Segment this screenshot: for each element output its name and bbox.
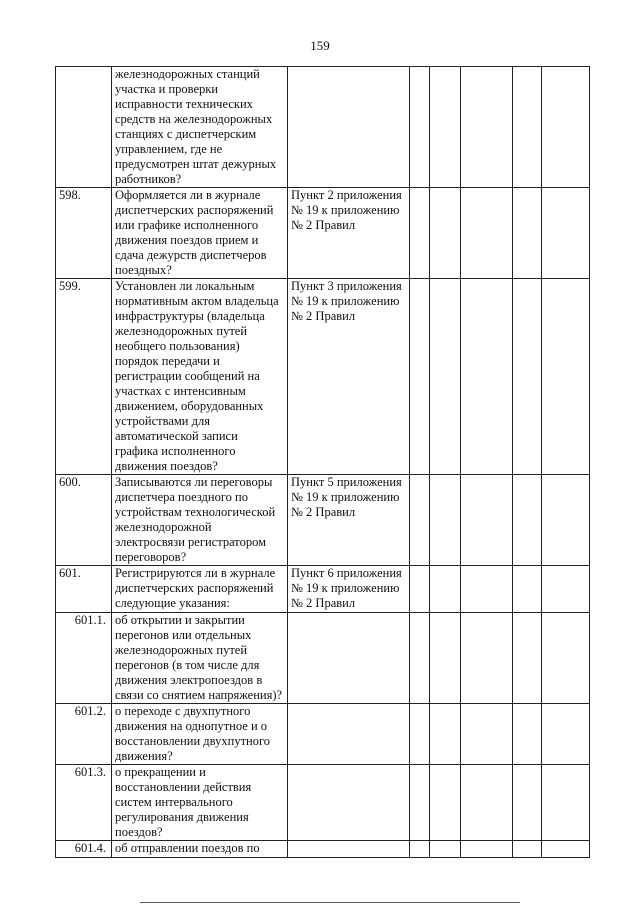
legal-reference — [288, 613, 410, 704]
question-text: об отправлении поездов по — [112, 841, 288, 858]
notes-cell[interactable] — [542, 613, 590, 704]
answer-cell-na[interactable] — [461, 704, 513, 765]
notes-cell[interactable] — [542, 704, 590, 765]
answer-cell-no[interactable] — [430, 566, 461, 613]
question-text: Записываются ли переговоры диспетчера поездного по устройствам технологической железнодорожной электросвязи регистратором переговоров? — [112, 475, 288, 566]
row-number: 599. — [56, 279, 112, 475]
answer-cell-yes[interactable] — [410, 279, 430, 475]
answer-cell-yes[interactable] — [410, 475, 430, 566]
legal-reference — [288, 704, 410, 765]
table-row — [56, 188, 590, 279]
answer-cell-extra[interactable] — [513, 704, 542, 765]
notes-cell[interactable] — [542, 67, 590, 188]
legal-reference: Пункт 5 приложения № 19 к приложению № 2 Правил — [288, 475, 410, 566]
answer-cell-extra[interactable] — [513, 566, 542, 613]
table-row — [56, 67, 590, 188]
row-number: 601.4. — [56, 841, 112, 858]
row-number: 601. — [56, 566, 112, 613]
answer-cell-no[interactable] — [430, 613, 461, 704]
answer-cell-yes[interactable] — [410, 765, 430, 841]
answer-cell-extra[interactable] — [513, 613, 542, 704]
table-row — [56, 613, 590, 704]
question-text: Регистрируются ли в журнале диспетчерских распоряжений следующие указания: — [112, 566, 288, 613]
answer-cell-na[interactable] — [461, 279, 513, 475]
scan-bottom-edge — [140, 902, 520, 903]
answer-cell-no[interactable] — [430, 279, 461, 475]
answer-cell-yes[interactable] — [410, 704, 430, 765]
legal-reference: Пункт 2 приложения № 19 к приложению № 2 Правил — [288, 188, 410, 279]
answer-cell-no[interactable] — [430, 475, 461, 566]
answer-cell-yes[interactable] — [410, 566, 430, 613]
answer-cell-no[interactable] — [430, 765, 461, 841]
answer-cell-yes[interactable] — [410, 613, 430, 704]
answer-cell-extra[interactable] — [513, 279, 542, 475]
table-row — [56, 566, 590, 613]
notes-cell[interactable] — [542, 475, 590, 566]
legal-reference: Пункт 6 приложения № 19 к приложению № 2 Правил — [288, 566, 410, 613]
answer-cell-extra[interactable] — [513, 841, 542, 858]
notes-cell[interactable] — [542, 765, 590, 841]
answer-cell-na[interactable] — [461, 475, 513, 566]
answer-cell-no[interactable] — [430, 704, 461, 765]
answer-cell-yes[interactable] — [410, 841, 430, 858]
legal-reference — [288, 67, 410, 188]
answer-cell-na[interactable] — [461, 613, 513, 704]
answer-cell-yes[interactable] — [410, 67, 430, 188]
row-number: 598. — [56, 188, 112, 279]
answer-cell-no[interactable] — [430, 188, 461, 279]
question-text: о прекращении и восстановлении действия систем интервального регулирования движения поездов? — [112, 765, 288, 841]
answer-cell-no[interactable] — [430, 841, 461, 858]
table-row — [56, 475, 590, 566]
row-number: 601.3. — [56, 765, 112, 841]
table-row — [56, 279, 590, 475]
question-text: Установлен ли локальным нормативным актом владельца инфраструктуры (владельца железнодорожных путей необщего пользования) порядок передачи и регистрации сообщений на участках с интенсивным движением, оборудованных устройствами для автоматической записи графика исполненного движения поездов? — [112, 279, 288, 475]
row-number: 601.2. — [56, 704, 112, 765]
question-text: об открытии и закрытии перегонов или отдельных железнодорожных путей перегонов (в том числе для движения электропоездов в связи со снятием напряжения)? — [112, 613, 288, 704]
answer-cell-na[interactable] — [461, 67, 513, 188]
answer-cell-extra[interactable] — [513, 765, 542, 841]
question-text: Оформляется ли в журнале диспетчерских распоряжений или графике исполненного движения поездов прием и сдача дежурств диспетчеров поездных? — [112, 188, 288, 279]
page-number: 159 — [310, 38, 330, 53]
row-number: 601.1. — [56, 613, 112, 704]
answer-cell-yes[interactable] — [410, 188, 430, 279]
answer-cell-na[interactable] — [461, 765, 513, 841]
checklist-table — [55, 66, 590, 858]
answer-cell-no[interactable] — [430, 67, 461, 188]
legal-reference — [288, 841, 410, 858]
answer-cell-extra[interactable] — [513, 67, 542, 188]
question-text: о переходе с двухпутного движения на однопутное и о восстановлении двухпутного движения? — [112, 704, 288, 765]
notes-cell[interactable] — [542, 841, 590, 858]
answer-cell-na[interactable] — [461, 841, 513, 858]
question-text: железнодорожных станций участка и проверки исправности технических средств на железнодорожных станциях с диспетчерским управлением, где не предусмотрен штат дежурных работников? — [112, 67, 288, 188]
row-number: 600. — [56, 475, 112, 566]
answer-cell-na[interactable] — [461, 566, 513, 613]
answer-cell-na[interactable] — [461, 188, 513, 279]
legal-reference — [288, 765, 410, 841]
table-row — [56, 704, 590, 765]
answer-cell-extra[interactable] — [513, 188, 542, 279]
legal-reference: Пункт 3 приложения № 19 к приложению № 2 Правил — [288, 279, 410, 475]
notes-cell[interactable] — [542, 566, 590, 613]
row-number — [56, 67, 112, 188]
answer-cell-extra[interactable] — [513, 475, 542, 566]
notes-cell[interactable] — [542, 279, 590, 475]
table-row — [56, 765, 590, 841]
table-row — [56, 841, 590, 858]
notes-cell[interactable] — [542, 188, 590, 279]
